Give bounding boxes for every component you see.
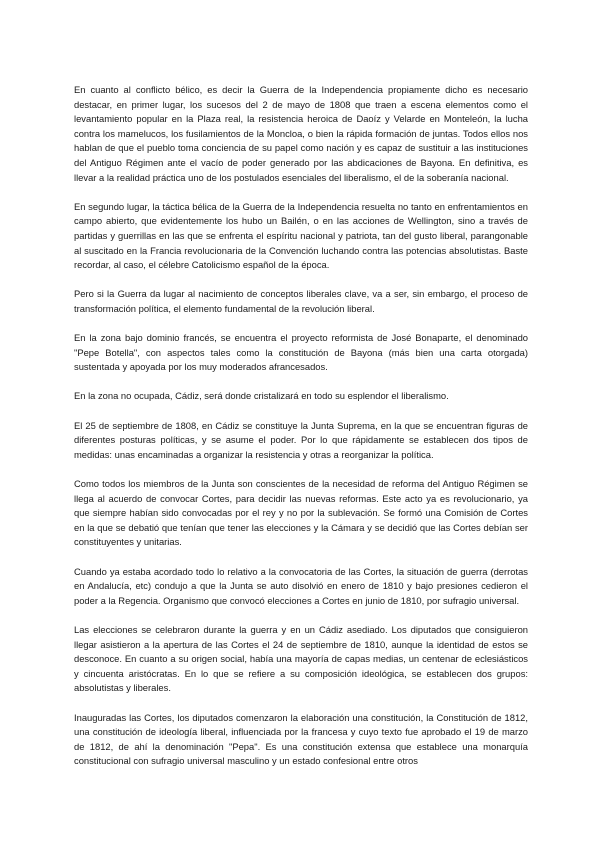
document-page — [74, 83, 528, 784]
paragraph-convocar-cortes: Como todos los miembros de la Junta son conscientes de la necesidad de reforma del Antiguo Régimen se llega al acuerdo de convocar Cortes, para decidir las nuevas reformas. Este acto ya es revolucionario, ya que siempre habían sido convocadas por el rey y no por la sublevación. Se formó una Comisión de Cortes en la que se debatió que tenían que tener las elecciones y la Cámara y se decidió que las Cortes debían ser constituyentes y unitarias. — [74, 478, 528, 548]
paragraph-elecciones: Las elecciones se celebraron durante la guerra y en un Cádiz asediado. Los diputados que consiguieron llegar asistieron a la apertura de las Cortes el 24 de septiembre de 1810, aunque la identidad de estos se desconoce. En cuanto a su origen social, había una mayoría de capas medias, un centenar de eclesiásticos y cincuenta aristócratas. En lo que se refiere a su composición ideológica, se establecen dos grupos: absolutistas y liberales. — [74, 623, 528, 694]
paragraph-regencia: Cuando ya estaba acordado todo lo relativo a la convocatoria de las Cortes, la situación de guerra (derrotas en Andalucía, etc) condujo a que la Junta se auto disolvió en enero de 1810 y bajo presiones cedieron el poder a la Regencia. Organismo que convocó elecciones a Cortes en junio de 1810, por sufragio universal. — [74, 565, 528, 606]
paragraph-conceptos-liberales: Pero si la Guerra da lugar al nacimiento de conceptos liberales clave, va a ser, sin embargo, el proceso de transformación política, el elemento fundamental de la revolución liberal. — [74, 288, 528, 314]
paragraph-junta-suprema: El 25 de septiembre de 1808, en Cádiz se constituye la Junta Suprema, en la que se encuentran figuras de diferentes posturas políticas, y se asume el poder. Por lo que rápidamente se establecen dos tipos de medidas: unas encaminadas a organizar la resistencia y otras a reorganizar la política. — [74, 419, 528, 460]
paragraph-2-de-mayo: En cuanto al conflicto bélico, es decir la Guerra de la Independencia propiamente dicho es necesario destacar, en primer lugar, los sucesos del 2 de mayo de 1808 que traen a escena elementos como el levantamiento popular en la Plaza real, la resistencia heroica de Daoíz y Velarde en Monteleón, la lucha contra los mamelucos, los fusilamientos de la Moncloa, o bien la rápida formación de juntas. Todos ellos nos hablan de que el pueblo toma conciencia de su papel como nación y es capaz de sustituir a las instituciones del Antiguo Régimen ante el vacío de poder generado por las abdicaciones de Bayona. En definitiva, es llevar a la realidad práctica uno de los postulados esenciales del liberalismo, el de la soberanía nacional. — [74, 84, 528, 183]
paragraph-tactica-belica: En segundo lugar, la táctica bélica de la Guerra de la Independencia resuelta no tanto en enfrentamientos en campo abierto, que evidentemente los hubo un Bailén, o en las acciones de Wellington, sino a través de partidas y guerrillas en las que se enfrenta el espíritu nacional y patriota, tan del gusto liberal, parangonable al suscitado en la Francia revolucionaria de la Convención luchando contra las potencias absolutistas. Baste recordar, al caso, el célebre Catolicismo español de la época. — [74, 200, 528, 271]
paragraph-zona-no-ocupada: En la zona no ocupada, Cádiz, será donde cristalizará en todo su esplendor el liberalismo. — [74, 390, 449, 402]
paragraph-constitucion-1812: Inauguradas las Cortes, los diputados comenzaron la elaboración una constitución, la Constitución de 1812, una constitución de ideología liberal, influenciada por la francesa y cuyo texto fue aprobado el 19 de marzo de 1812, de ahí la denominación "Pepa". Es una constitución extensa que establece una monarquía constitucional con sufragio universal masculino y un estado confesional entre otros — [74, 711, 528, 767]
paragraph-zona-francesa: En la zona bajo dominio francés, se encuentra el proyecto reformista de José Bonaparte, el denominado "Pepe Botella", con aspectos tales como la constitución de Bayona (más bien una carta otorgada) sustentada y apoyada por los muy moderados afrancesados. — [74, 332, 528, 373]
